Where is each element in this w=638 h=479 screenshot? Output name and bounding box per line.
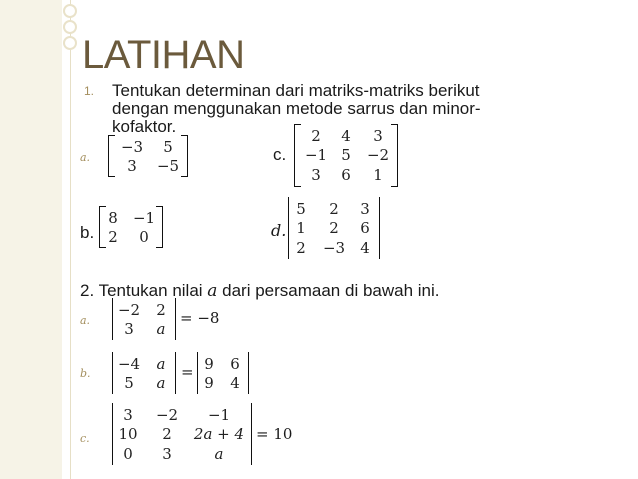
q1a-matrix bbox=[108, 135, 188, 177]
q2-text-before: 2. Tentukan nilai bbox=[80, 281, 208, 300]
matrix-entry: 2a + 4 bbox=[193, 425, 245, 443]
side-decoration-bar bbox=[0, 0, 62, 479]
matrix-entry: 3 bbox=[124, 320, 134, 338]
matrix-entry: 3 bbox=[162, 445, 172, 463]
matrix-entry: 4 bbox=[341, 127, 351, 145]
matrix-entry: −1 bbox=[304, 146, 328, 164]
matrix-entry: a bbox=[156, 374, 166, 392]
q2c-determinant bbox=[112, 403, 252, 465]
matrix-entry: 3 bbox=[373, 127, 383, 145]
matrix-entry: −4 bbox=[117, 355, 141, 373]
q2b-left-determinant bbox=[112, 352, 176, 394]
q2b-equals: = bbox=[181, 363, 194, 381]
matrix-entry: 5 bbox=[341, 146, 351, 164]
matrix-entry: 2 bbox=[156, 301, 166, 319]
q1c-label: c. bbox=[273, 145, 287, 164]
q1a-label: a. bbox=[80, 151, 91, 164]
matrix-entry: 8 bbox=[108, 209, 118, 227]
q1c-matrix bbox=[294, 124, 398, 187]
q2b-right-determinant bbox=[197, 352, 249, 394]
matrix-entry: 9 bbox=[204, 355, 214, 373]
matrix-entry: 5 bbox=[296, 200, 306, 218]
q2a-determinant bbox=[112, 298, 176, 340]
matrix-entry: 10 bbox=[118, 425, 138, 443]
q2a-label: a. bbox=[80, 314, 91, 327]
matrix-entry: 4 bbox=[360, 239, 370, 257]
matrix-entry: 2 bbox=[108, 228, 118, 246]
matrix-entry: −2 bbox=[366, 146, 390, 164]
matrix-entry: 6 bbox=[360, 219, 370, 237]
matrix-entry: 5 bbox=[124, 374, 134, 392]
matrix-entry: 2 bbox=[329, 200, 339, 218]
matrix-entry: a bbox=[156, 355, 166, 373]
q1-number: 1. bbox=[84, 84, 95, 98]
q1-line-2: dengan menggunakan metode sarrus dan minor- bbox=[112, 99, 481, 118]
matrix-entry: −2 bbox=[155, 406, 179, 424]
matrix-entry: 3 bbox=[123, 406, 133, 424]
matrix-entry: 1 bbox=[296, 219, 306, 237]
matrix-entry: 5 bbox=[163, 138, 173, 156]
matrix-entry: 2 bbox=[296, 239, 306, 257]
matrix-entry: −1 bbox=[132, 209, 156, 227]
q2a-rhs: = −8 bbox=[180, 309, 220, 327]
q1b-matrix bbox=[99, 206, 163, 248]
decoration-dot bbox=[63, 36, 77, 50]
matrix-entry: 2 bbox=[162, 425, 172, 443]
matrix-entry: 3 bbox=[127, 157, 137, 175]
matrix-entry: 9 bbox=[204, 374, 214, 392]
matrix-entry: 4 bbox=[230, 374, 240, 392]
q1-line-3: kofaktor. bbox=[112, 117, 177, 136]
q1d-label: d. bbox=[271, 221, 287, 240]
q2-text-after: dari persamaan di bawah ini. bbox=[217, 281, 440, 300]
q1d-matrix bbox=[288, 197, 380, 259]
matrix-entry: −3 bbox=[120, 138, 144, 156]
matrix-entry: −2 bbox=[117, 301, 141, 319]
matrix-entry: 2 bbox=[311, 127, 321, 145]
decoration-dot bbox=[63, 4, 77, 18]
q2c-rhs: = 10 bbox=[256, 425, 293, 443]
q1-line-1: Tentukan determinan dari matriks-matriks berikut bbox=[112, 81, 480, 100]
matrix-entry: 1 bbox=[373, 166, 383, 184]
q1b-label: b. bbox=[80, 223, 95, 242]
matrix-entry: −1 bbox=[207, 406, 231, 424]
matrix-entry: 2 bbox=[329, 219, 339, 237]
matrix-entry: 0 bbox=[123, 445, 133, 463]
matrix-entry: 3 bbox=[360, 200, 370, 218]
decoration-dot bbox=[63, 20, 77, 34]
matrix-entry: a bbox=[156, 320, 166, 338]
q2-variable: a bbox=[207, 281, 218, 301]
matrix-entry: 3 bbox=[311, 166, 321, 184]
matrix-entry: a bbox=[214, 445, 224, 463]
matrix-entry: −3 bbox=[322, 239, 346, 257]
page-title: LATIHAN bbox=[82, 33, 245, 77]
matrix-entry: 6 bbox=[341, 166, 351, 184]
matrix-entry: −5 bbox=[156, 157, 180, 175]
matrix-entry: 6 bbox=[230, 355, 240, 373]
q2b-label: b. bbox=[80, 367, 91, 380]
matrix-entry: 0 bbox=[139, 228, 149, 246]
q2c-label: c. bbox=[80, 432, 90, 445]
side-decoration-line bbox=[70, 0, 71, 479]
